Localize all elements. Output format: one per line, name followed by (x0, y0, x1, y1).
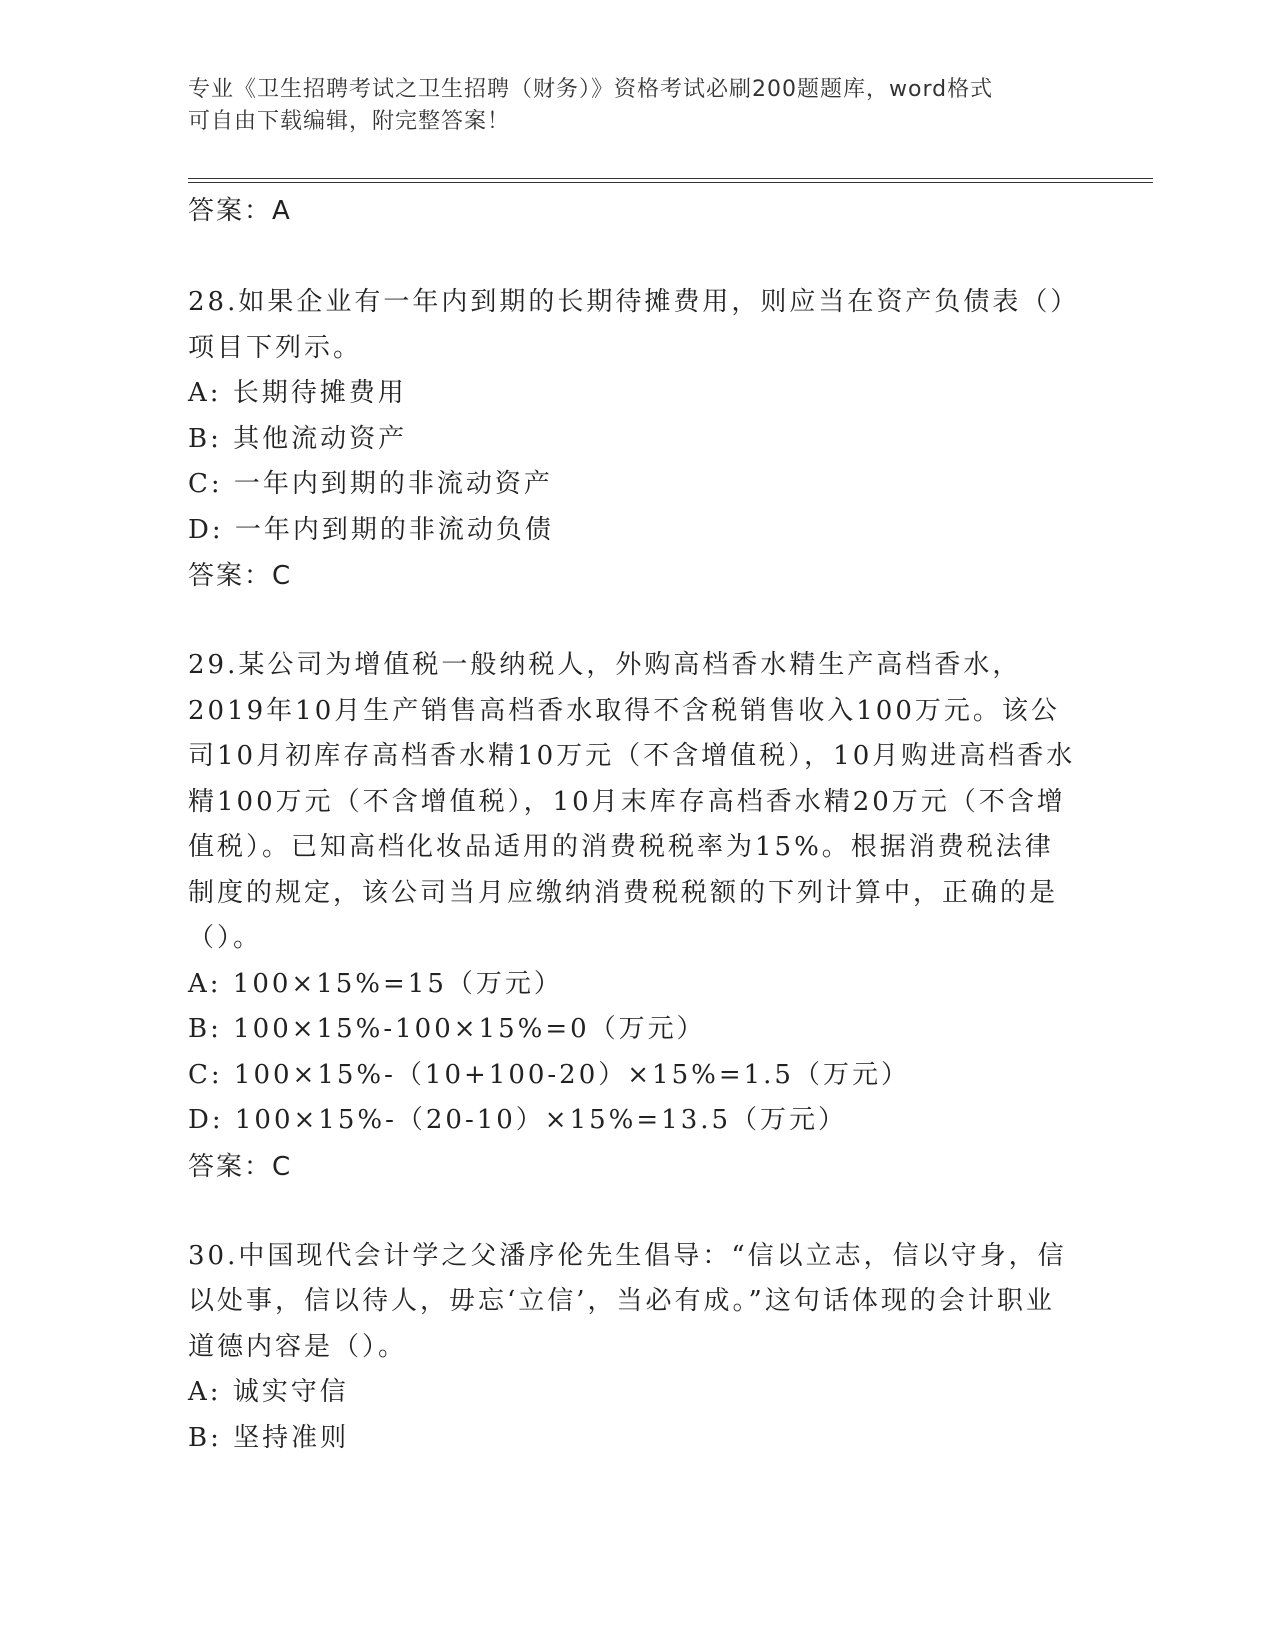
option-a: A: 100×15%=15（万元） (188, 968, 563, 999)
previous-answer: 答案：A (188, 196, 292, 226)
option-c: C: 100×15%-（10+100-20）×15%=1.5（万元） (188, 1059, 910, 1090)
document-body (188, 188, 1078, 1461)
header-divider-top (188, 178, 1153, 179)
document-header (188, 74, 1088, 138)
header-divider-bottom (188, 182, 1153, 183)
option-b: B: 100×15%-100×15%=0（万元） (188, 1014, 706, 1044)
question-block-28 (188, 280, 1078, 599)
option-a: A: 诚实守信 (188, 1377, 349, 1407)
question-stem: 28.如果企业有一年内到期的长期待摊费用，则应当在资产负债表（）项目下列示。 (188, 287, 1067, 363)
option-b: B: 坚持准则 (188, 1422, 350, 1453)
header-line-1: 专业《卫生招聘考试之卫生招聘（财务）》资格考试必刷200题题库，word格式 (188, 77, 994, 102)
spacer (188, 1190, 1078, 1234)
question-stem: 30.中国现代会计学之父潘序伦先生倡导：“信以立志，信以守身，信以处事，信以待人，毋忘‘立信’，当必有成。”这句话体现的会计职业道德内容是（）。 (188, 1240, 1067, 1362)
option-b: B: 其他流动资产 (188, 423, 408, 454)
spacer (188, 234, 1078, 280)
option-d: D: 一年内到期的非流动负债 (188, 514, 554, 545)
option-d: D: 100×15%-（20-10）×15%=13.5（万元） (188, 1105, 848, 1135)
spacer (188, 599, 1078, 643)
question-answer: 答案：C (188, 561, 293, 591)
option-a: A: 长期待摊费用 (188, 378, 407, 408)
option-c: C: 一年内到期的非流动资产 (188, 469, 553, 499)
header-line-2: 可自由下载编辑，附完整答案！ (188, 109, 511, 134)
question-block-29 (188, 643, 1078, 1190)
question-block-30 (188, 1234, 1078, 1462)
question-stem: 29.某公司为增值税一般纳税人，外购高档香水精生产高档香水，2019年10月生产销售高档香水取得不含税销售收入100万元。该公司10月初库存高档香水精10万元（不含增值税），10月购进高档香水精100万元（不含增值税），10月末库存高档香水精20万元（不含增值税）。已知高档化妆品适用的消费税税率为15%。根据消费税法律制度的规定，该公司当月应缴纳消费税税额的下列计算中，正确的是（）。 (188, 650, 1076, 953)
question-answer: 答案：C (188, 1151, 293, 1182)
